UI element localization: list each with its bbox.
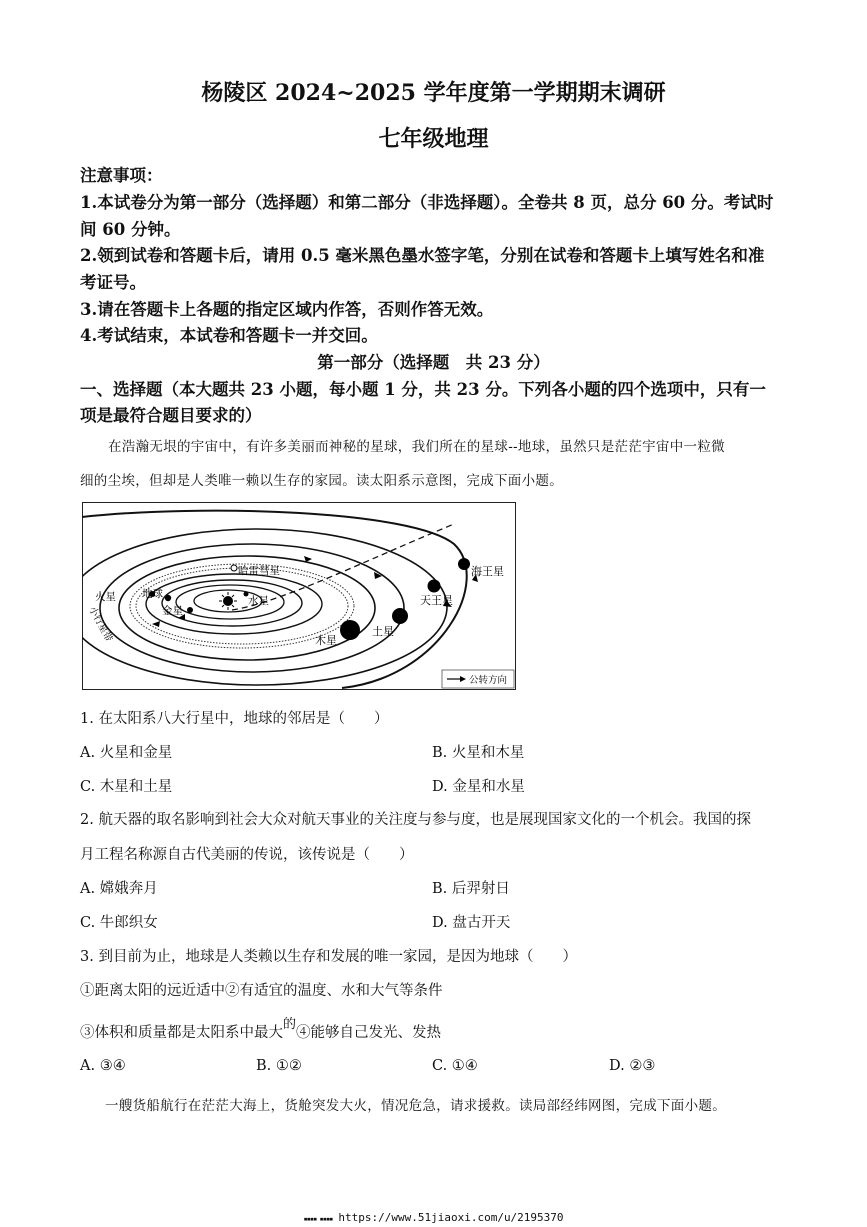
legend-label: 公转方向 bbox=[469, 675, 508, 686]
section-heading-line2: 项是最符合题目要求的） bbox=[80, 406, 262, 425]
q3-option-a[interactable]: A. ③④ bbox=[80, 1058, 126, 1074]
q2-option-a[interactable]: A. 嫦娥奔月 bbox=[80, 881, 158, 897]
q3-statement-line2 bbox=[80, 1017, 442, 1042]
q3-stem: 3. 到目前为止，地球是人类赖以生存和发展的唯一家园，是因为地球（ ） bbox=[80, 949, 577, 965]
neptune-planet bbox=[458, 558, 470, 570]
uranus-planet bbox=[428, 580, 441, 593]
earth-planet bbox=[165, 595, 171, 601]
uranus-label: 天王星 bbox=[420, 594, 453, 607]
q1-option-b[interactable]: B. 火星和木星 bbox=[432, 745, 525, 761]
q2-option-d[interactable]: D. 盘古开天 bbox=[432, 915, 511, 931]
asteroid-belt-label: 小行星带 bbox=[86, 604, 115, 644]
footer-url-text[interactable]: https://www.51jiaoxi.com/u/2195370 bbox=[338, 1211, 564, 1224]
footer-url[interactable] bbox=[0, 1211, 867, 1224]
neptune-label: 海王星 bbox=[471, 565, 504, 578]
notice-item-1-cont: 间 60 分钟。 bbox=[80, 220, 181, 239]
notice-heading: 注意事项： bbox=[80, 166, 163, 185]
page-title: 杨陵区 2024~2025 学年度第一学期期末调研 bbox=[201, 80, 666, 106]
q3-statement-4: ④能够自己发光、发热 bbox=[296, 1025, 442, 1041]
jupiter-planet bbox=[340, 620, 360, 640]
halley-label: 哈雷彗星 bbox=[238, 565, 280, 577]
q3-statement-line1: ①距离太阳的远近适中②有适宜的温度、水和大气等条件 bbox=[80, 983, 443, 999]
solar-system-svg bbox=[82, 502, 516, 690]
notice-item-2: 2.领到试卷和答题卡后，请用 0.5 毫米黑色墨水签字笔，分别在试卷和答题卡上填写姓名和准 bbox=[80, 246, 765, 265]
q3-option-b[interactable]: B. ①② bbox=[256, 1058, 302, 1074]
section-heading-line1: 一、选择题（本大题共 23 小题，每小题 1 分，共 23 分。下列各小题的四个选项中，只有一 bbox=[80, 380, 766, 399]
q3-option-d[interactable]: D. ②③ bbox=[609, 1058, 656, 1074]
q3-option-c[interactable]: C. ①④ bbox=[432, 1058, 478, 1074]
q2-option-b[interactable]: B. 后羿射日 bbox=[432, 881, 510, 897]
venus-label: 金星 bbox=[162, 605, 183, 617]
jupiter-label: 木星 bbox=[315, 634, 337, 647]
q1-option-c[interactable]: C. 木星和土星 bbox=[80, 779, 173, 795]
intro1-line2: 细的尘埃，但却是人类唯一赖以生存的家园。读太阳系示意图，完成下面小题。 bbox=[80, 473, 563, 489]
notice-item-4: 4.考试结束，本试卷和答题卡一并交回。 bbox=[80, 326, 378, 345]
notice-item-3: 3.请在答题卡上各题的指定区域内作答，否则作答无效。 bbox=[80, 300, 494, 319]
q1-stem: 1. 在太阳系八大行星中，地球的邻居是（ ） bbox=[80, 711, 389, 727]
q2-option-c[interactable]: C. 牛郎织女 bbox=[80, 915, 158, 931]
earth-label: 地球 bbox=[142, 588, 163, 600]
footer-logo-icon: ▪▪▪▪ ▪▪▪▪ bbox=[303, 1215, 333, 1223]
q1-option-a[interactable]: A. 火星和金星 bbox=[80, 745, 173, 761]
part1-heading: 第一部分（选择题 共 23 分） bbox=[317, 353, 550, 372]
saturn-label: 土星 bbox=[372, 625, 394, 638]
venus-planet bbox=[187, 607, 193, 613]
solar-system-diagram bbox=[82, 502, 516, 690]
q1-option-d[interactable]: D. 金星和水星 bbox=[432, 779, 525, 795]
q2-stem-line1: 2. 航天器的取名影响到社会大众对航天事业的关注度与参与度，也是展现国家文化的一个机会。我国的探 bbox=[80, 812, 751, 828]
halley-comet bbox=[231, 565, 237, 571]
q2-stem-line2: 月工程名称源自古代美丽的传说，该传说是（ ） bbox=[80, 847, 414, 863]
page-subtitle: 七年级地理 bbox=[378, 126, 489, 152]
mercury-label: 水星 bbox=[248, 595, 269, 607]
q3-statement-3: ③体积和质量都是太阳系中最大 bbox=[80, 1025, 283, 1041]
saturn-planet bbox=[392, 608, 408, 624]
intro1-line1: 在浩瀚无垠的宇宙中，有许多美丽而神秘的星球，我们所在的星球--地球，虽然只是茫茫宇宙中一粒微 bbox=[108, 439, 725, 455]
intro2: 一艘货船航行在茫茫大海上，货舱突发大火，情况危急，请求援救。读局部经纬网图，完成下面小题。 bbox=[105, 1098, 726, 1114]
notice-item-2-cont: 考证号。 bbox=[80, 273, 146, 292]
q3-statement-de: 的 bbox=[283, 1017, 297, 1032]
notice-item-1: 1.本试卷分为第一部分（选择题）和第二部分（非选择题）。全卷共 8 页，总分 60 分。考试时 bbox=[80, 193, 774, 212]
mars-label: 火星 bbox=[95, 591, 116, 603]
